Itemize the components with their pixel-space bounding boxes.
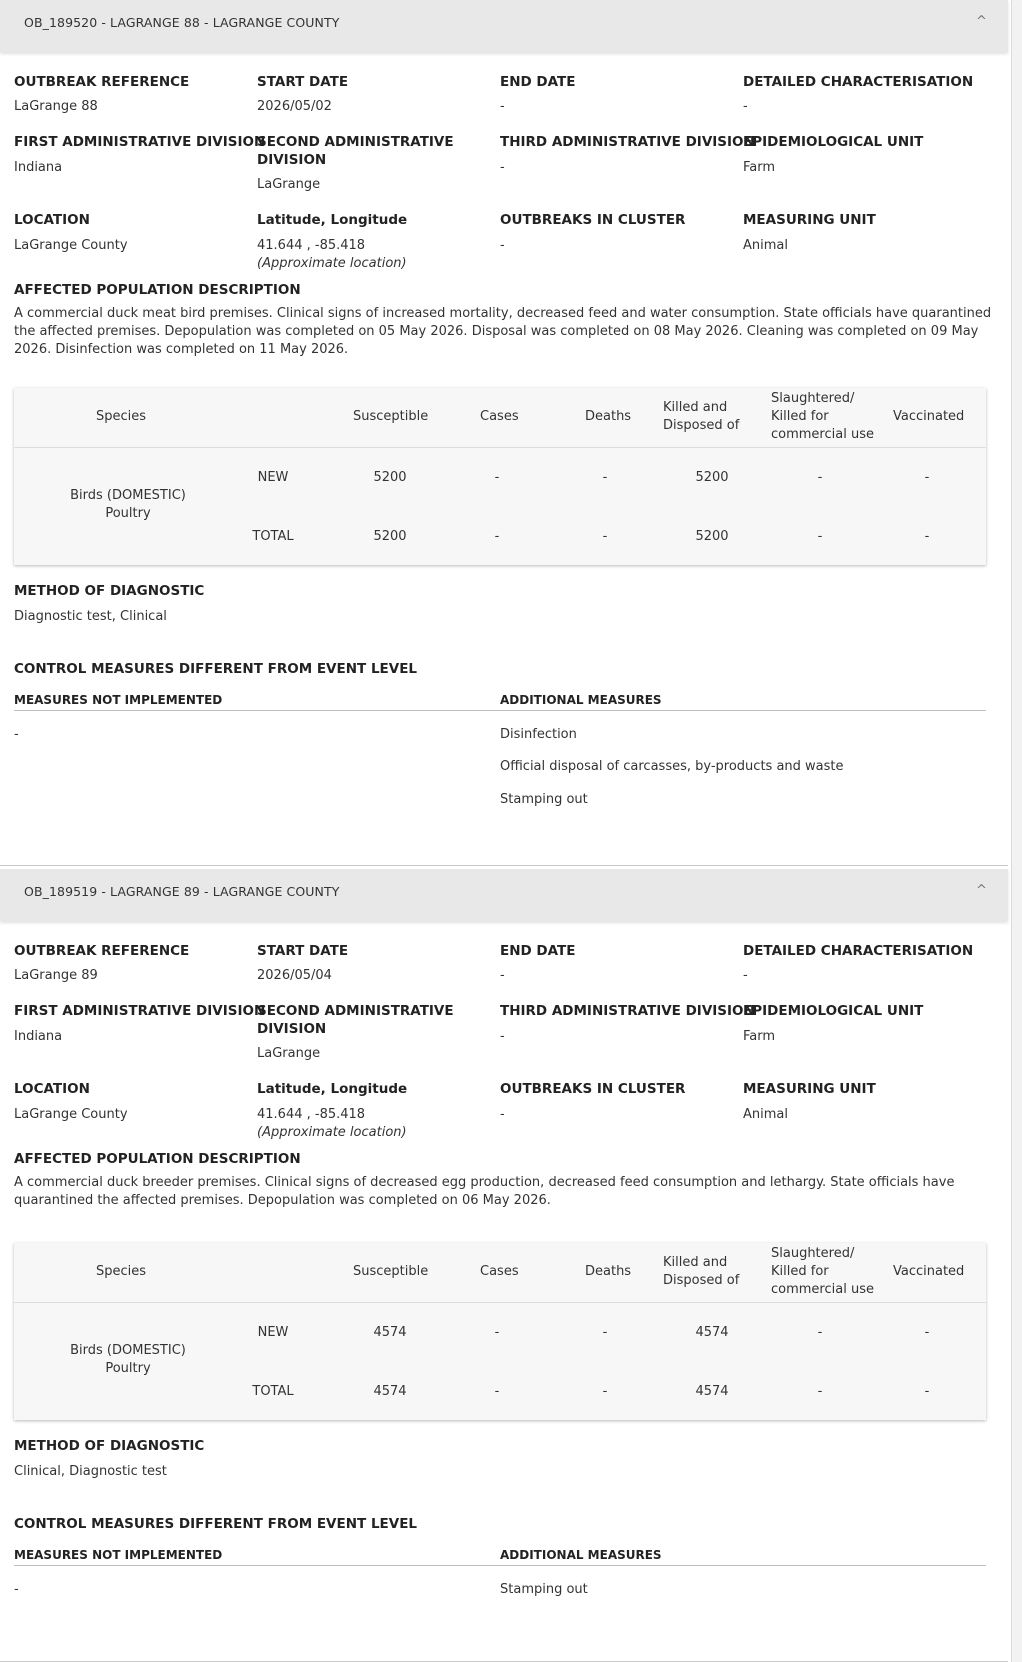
cell-cases: -: [494, 529, 500, 544]
species-table: [14, 388, 986, 565]
latlon-value: 41.644 , -85.418: [257, 238, 366, 253]
second-admin-label: DIVISION: [257, 152, 327, 168]
col-deaths: Deaths: [585, 409, 632, 424]
method-of-diagnostic-label: METHOD OF DIAGNOSTIC: [14, 1438, 205, 1454]
row-label-total: TOTAL: [252, 529, 294, 544]
location-label: LOCATION: [14, 1081, 90, 1097]
col-vaccinated: Vaccinated: [893, 1264, 965, 1279]
affected-population-label: AFFECTED POPULATION DESCRIPTION: [14, 1151, 301, 1167]
affected-population-description: A commercial duck breeder premises. Clinical signs of decreased egg production, decreased feed consumption and lethargy. State officials have quarantined the affected premises. Depopulation was completed on 06 May 2026.: [14, 1175, 955, 1208]
latlon-label: Latitude, Longitude: [257, 212, 408, 228]
col-killed: Killed and: [663, 400, 728, 415]
outbreak-panel-header[interactable]: [0, 0, 1008, 52]
col-cases: Cases: [480, 1264, 519, 1279]
cell-killed: 4574: [695, 1325, 729, 1340]
end-date-label: END DATE: [500, 943, 576, 959]
cell-slaughtered: -: [817, 1325, 823, 1340]
col-slaughtered: commercial use: [771, 427, 874, 442]
measuring-unit-label: MEASURING UNIT: [743, 1081, 876, 1097]
cell-susceptible: 4574: [373, 1325, 407, 1340]
col-cases: Cases: [480, 409, 519, 424]
affected-population-label: AFFECTED POPULATION DESCRIPTION: [14, 282, 301, 298]
method-of-diagnostic-label: METHOD OF DIAGNOSTIC: [14, 583, 205, 599]
additional-measure-item: Stamping out: [500, 1582, 588, 1597]
third-admin-label: THIRD ADMINISTRATIVE DIVISION: [500, 1003, 755, 1019]
divider: [14, 710, 986, 711]
control-measures-label: CONTROL MEASURES DIFFERENT FROM EVENT LEVEL: [14, 661, 418, 677]
outbreak-title: OB_189519 - LAGRANGE 89 - LAGRANGE COUNTY: [24, 884, 340, 899]
start-date-label: START DATE: [257, 943, 349, 959]
first-admin-value: Indiana: [14, 1029, 63, 1044]
second-admin-label: SECOND ADMINISTRATIVE: [257, 134, 454, 150]
cell-vaccinated: -: [924, 470, 930, 485]
approximate-location-note: (Approximate location): [257, 256, 407, 271]
col-susceptible: Susceptible: [353, 409, 429, 424]
end-date-value: -: [500, 968, 505, 983]
species-name: Birds (DOMESTIC): [70, 1343, 186, 1358]
outbreaks-in-cluster-label: OUTBREAKS IN CLUSTER: [500, 212, 686, 228]
col-slaughtered: commercial use: [771, 1282, 874, 1297]
cell-cases: -: [494, 1384, 500, 1399]
cell-deaths: -: [602, 470, 608, 485]
cell-vaccinated: -: [924, 1384, 930, 1399]
cell-susceptible: 5200: [373, 470, 407, 485]
cell-vaccinated: -: [924, 1325, 930, 1340]
location-label: LOCATION: [14, 212, 90, 228]
location-value: LaGrange County: [14, 238, 128, 253]
outbreak-reference-value: LaGrange 89: [14, 968, 98, 983]
species-type: Poultry: [105, 506, 151, 521]
cell-killed: 5200: [695, 529, 729, 544]
measures-not-implemented-label: MEASURES NOT IMPLEMENTED: [14, 693, 223, 707]
additional-measures-label: ADDITIONAL MEASURES: [500, 1548, 662, 1562]
epi-unit-label: EPIDEMIOLOGICAL UNIT: [743, 134, 924, 150]
detailed-characterisation-label: DETAILED CHARACTERISATION: [743, 74, 974, 90]
cell-cases: -: [494, 1325, 500, 1340]
third-admin-value: -: [500, 1029, 505, 1044]
additional-measure-item: Disinfection: [500, 727, 577, 742]
cell-deaths: -: [602, 1325, 608, 1340]
outbreaks-in-cluster-value: -: [500, 1107, 505, 1122]
species-type: Poultry: [105, 1361, 151, 1376]
cell-deaths: -: [602, 529, 608, 544]
cell-killed: 5200: [695, 470, 729, 485]
cell-slaughtered: -: [817, 1384, 823, 1399]
start-date-value: 2026/05/02: [257, 99, 332, 114]
cell-slaughtered: -: [817, 529, 823, 544]
measures-not-implemented-value: -: [14, 1582, 19, 1597]
first-admin-label: FIRST ADMINISTRATIVE DIVISION: [14, 1003, 266, 1019]
col-slaughtered: Killed for: [771, 1264, 829, 1279]
chevron-up-icon[interactable]: ^: [976, 14, 987, 29]
col-vaccinated: Vaccinated: [893, 409, 965, 424]
method-of-diagnostic-value: Clinical, Diagnostic test: [14, 1464, 167, 1479]
control-measures-label: CONTROL MEASURES DIFFERENT FROM EVENT LEVEL: [14, 1516, 418, 1532]
first-admin-label: FIRST ADMINISTRATIVE DIVISION: [14, 134, 266, 150]
row-label-new: NEW: [257, 470, 289, 485]
additional-measures-label: ADDITIONAL MEASURES: [500, 693, 662, 707]
latlon-label: Latitude, Longitude: [257, 1081, 408, 1097]
col-deaths: Deaths: [585, 1264, 632, 1279]
measuring-unit-label: MEASURING UNIT: [743, 212, 876, 228]
second-admin-label: DIVISION: [257, 1021, 327, 1037]
measures-not-implemented-label: MEASURES NOT IMPLEMENTED: [14, 1548, 223, 1562]
cell-susceptible: 5200: [373, 529, 407, 544]
measuring-unit-value: Animal: [743, 1107, 788, 1122]
col-slaughtered: Slaughtered/: [771, 391, 855, 406]
outbreak-panel: [0, 869, 1008, 1662]
col-susceptible: Susceptible: [353, 1264, 429, 1279]
second-admin-value: LaGrange: [257, 1046, 321, 1061]
epi-unit-value: Farm: [743, 160, 776, 175]
affected-population-description: A commercial duck meat bird premises. Clinical signs of increased mortality, decreased feed and water consumption. State officials have quarantined the affected premises. Depopulation was completed on 05 May 2026. Disposal was completed on 08 May 2026. Cleaning was completed on 09 May 2026. Disinfection was completed on 11 May 2026.: [14, 306, 992, 357]
start-date-value: 2026/05/04: [257, 968, 332, 983]
end-date-value: -: [500, 99, 505, 114]
detailed-characterisation-label: DETAILED CHARACTERISATION: [743, 943, 974, 959]
row-label-new: NEW: [257, 1325, 289, 1340]
latlon-value: 41.644 , -85.418: [257, 1107, 366, 1122]
method-of-diagnostic-value: Diagnostic test, Clinical: [14, 609, 167, 624]
third-admin-value: -: [500, 160, 505, 175]
species-table: [14, 1243, 986, 1420]
start-date-label: START DATE: [257, 74, 349, 90]
location-value: LaGrange County: [14, 1107, 128, 1122]
outbreaks-in-cluster-label: OUTBREAKS IN CLUSTER: [500, 1081, 686, 1097]
first-admin-value: Indiana: [14, 160, 63, 175]
scrollbar-track[interactable]: [1011, 0, 1022, 1662]
outbreak-reference-label: OUTBREAK REFERENCE: [14, 943, 190, 959]
outbreak-reference-value: LaGrange 88: [14, 99, 98, 114]
outbreak-panel-header[interactable]: [0, 869, 1008, 921]
col-species: Species: [96, 1264, 147, 1279]
cell-cases: -: [494, 470, 500, 485]
species-name: Birds (DOMESTIC): [70, 488, 186, 503]
end-date-label: END DATE: [500, 74, 576, 90]
third-admin-label: THIRD ADMINISTRATIVE DIVISION: [500, 134, 755, 150]
chevron-up-icon[interactable]: ^: [976, 883, 987, 898]
detailed-characterisation-value: -: [743, 99, 748, 114]
additional-measure-item: Stamping out: [500, 792, 588, 807]
cell-vaccinated: -: [924, 529, 930, 544]
approximate-location-note: (Approximate location): [257, 1125, 407, 1140]
outbreak-reference-label: OUTBREAK REFERENCE: [14, 74, 190, 90]
outbreak-title: OB_189520 - LAGRANGE 88 - LAGRANGE COUNTY: [24, 15, 340, 30]
cell-slaughtered: -: [817, 470, 823, 485]
divider: [14, 1565, 986, 1566]
second-admin-label: SECOND ADMINISTRATIVE: [257, 1003, 454, 1019]
additional-measure-item: Official disposal of carcasses, by-products and waste: [500, 759, 844, 774]
col-killed: Disposed of: [663, 1273, 740, 1288]
col-killed: Disposed of: [663, 418, 740, 433]
epi-unit-label: EPIDEMIOLOGICAL UNIT: [743, 1003, 924, 1019]
cell-deaths: -: [602, 1384, 608, 1399]
col-species: Species: [96, 409, 147, 424]
outbreaks-in-cluster-value: -: [500, 238, 505, 253]
measuring-unit-value: Animal: [743, 238, 788, 253]
col-killed: Killed and: [663, 1255, 728, 1270]
measures-not-implemented-value: -: [14, 727, 19, 742]
epi-unit-value: Farm: [743, 1029, 776, 1044]
col-slaughtered: Slaughtered/: [771, 1246, 855, 1261]
cell-killed: 4574: [695, 1384, 729, 1399]
detailed-characterisation-value: -: [743, 968, 748, 983]
col-slaughtered: Killed for: [771, 409, 829, 424]
cell-susceptible: 4574: [373, 1384, 407, 1399]
row-label-total: TOTAL: [252, 1384, 294, 1399]
second-admin-value: LaGrange: [257, 177, 321, 192]
